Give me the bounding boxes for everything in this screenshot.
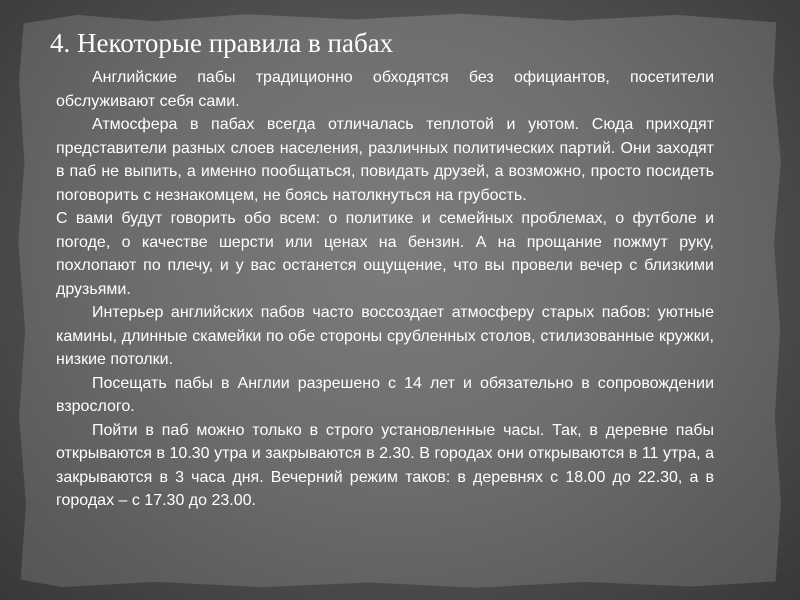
paragraph-interior: Интерьер английских пабов часто воссоздает атмосферу старых пабов: уютные камины, длинные скамейки по обе стороны срубленных столов, стилизованные кружки, низкие потолки. [56, 304, 714, 368]
paragraph-conversation: С вами будут говорить обо всем: о политике и семейных проблемах, о футболе и погоде, о качестве шерсти или ценах на бензин. А на прощание пожмут руку, похлопают по плечу, и у вас останется ощущение, что вы провели вечер с близкими друзьями. [56, 210, 714, 298]
slide-body [56, 66, 714, 513]
slide-title: 4. Некоторые правила в пабах [50, 28, 394, 58]
paragraph-self-service: Английские пабы традиционно обходятся без официантов, посетители обслуживают себя сами. [56, 69, 714, 110]
paragraph-opening-hours: Пойти в паб можно только в строго установленные часы. Так, в деревне пабы открываются в 10.30 утра и закрываются в 2.30. В городах они открываются в 11 утра, а закрываются в 3 часа дня. Вечерний режим таков: в деревнях с 18.00 до 22.30, а в городах – с 17.30 до 23.00. [56, 421, 714, 509]
paragraph-atmosphere: Атмосфера в пабах всегда отличалась теплотой и уютом. Сюда приходят представители разных слоев населения, различных политических партий. Они заходят в паб не выпить, а именно пообщаться, повидать друзей, а возможно, просто посидеть поговорить с незнакомцем, не боясь натолкнуться на грубость. [56, 116, 714, 204]
paragraph-age-rule: Посещать пабы в Англии разрешено с 14 лет и обязательно в сопровождении взрослого. [56, 374, 714, 415]
